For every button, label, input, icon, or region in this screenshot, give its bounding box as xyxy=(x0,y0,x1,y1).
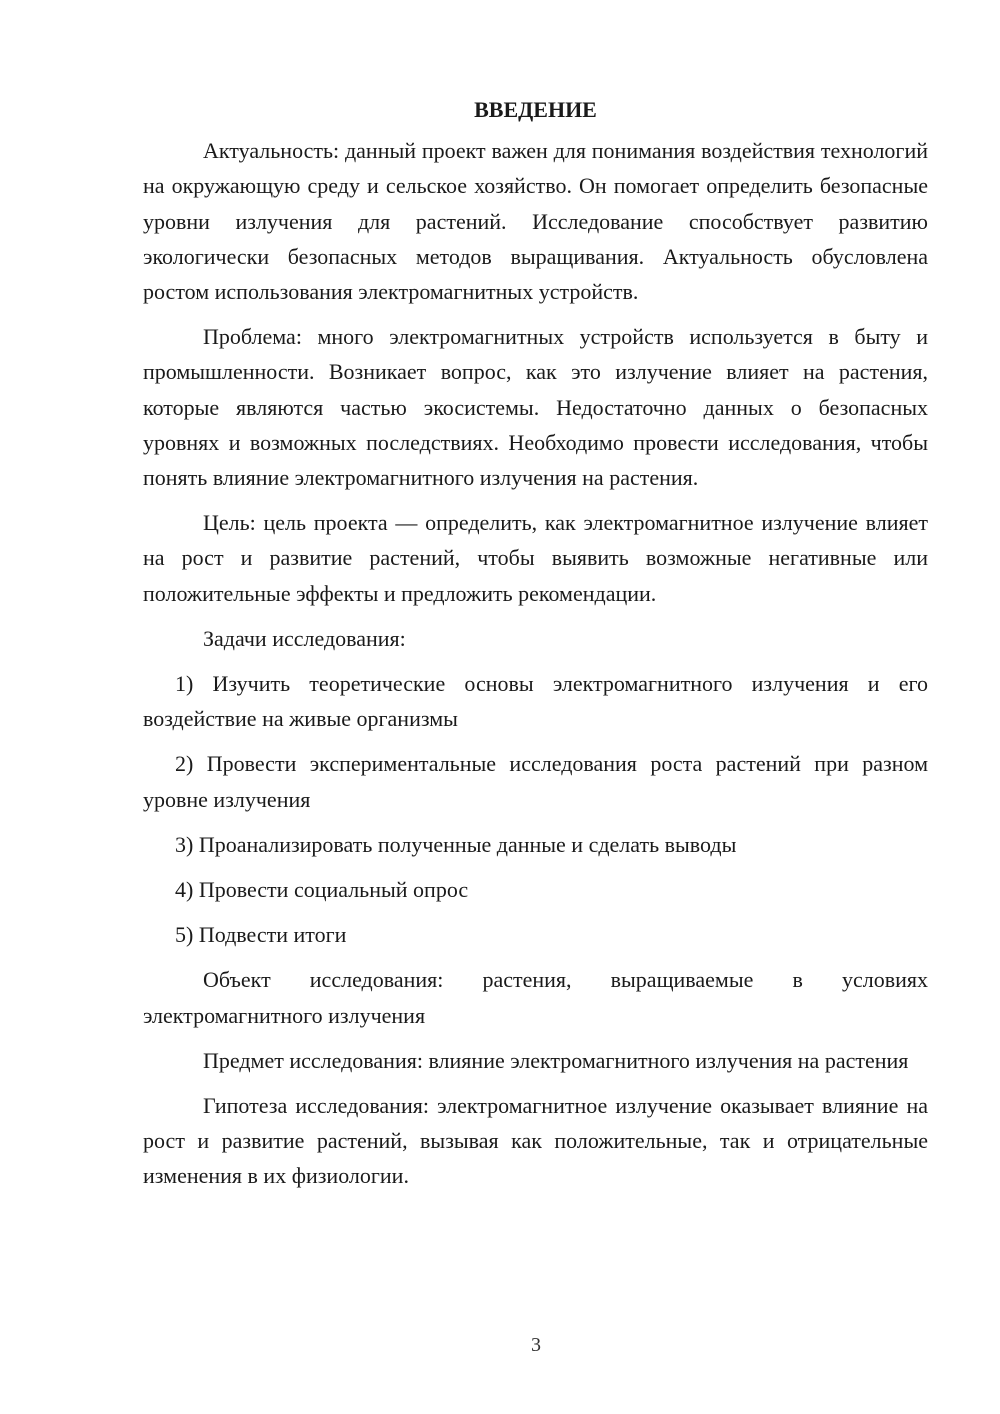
paragraph-relevance: Актуальность: данный проект важен для понимания воздействия технологий на окружающую среду и сельское хозяйство. Он помогает определить безопасные уровни излучения для растений. Исследование способствует развитию экологически безопасных методов выращивания. Актуальность обусловлена ростом использования электромагнитных устройств. xyxy=(143,138,928,305)
document-page xyxy=(143,92,928,1204)
task-item-3: 3) Проанализировать полученные данные и сделать выводы xyxy=(175,831,737,857)
section-title: ВВЕДЕНИЕ xyxy=(474,97,597,122)
paragraph-goal: Цель: цель проекта — определить, как электромагнитное излучение влияет на рост и развитие растений, чтобы выявить возможные негативные или положительные эффекты и предложить рекомендации. xyxy=(143,510,928,606)
paragraph-object: Объект исследования: растения, выращиваемые в условиях электромагнитного излучения xyxy=(143,967,928,1028)
tasks-heading: Задачи исследования: xyxy=(203,625,406,651)
paragraph-problem: Проблема: много электромагнитных устройств используется в быту и промышленности. Возникает вопрос, как это излучение влияет на растения, которые являются частью экосистемы. Недостаточно данных о безопасных уровнях и возможных последствиях. Необходимо провести исследования, чтобы понять влияние электромагнитного излучения на растения. xyxy=(143,324,928,491)
task-item-5: 5) Подвести итоги xyxy=(175,922,347,948)
task-item-2: 2) Провести экспериментальные исследования роста растений при разном уровне излучения xyxy=(143,751,928,812)
paragraph-subject: Предмет исследования: влияние электромагнитного излучения на растения xyxy=(203,1047,909,1073)
paragraph-hypothesis: Гипотеза исследования: электромагнитное излучение оказывает влияние на рост и развитие растений, вызывая как положительные, так и отрицательные изменения в их физиологии. xyxy=(143,1093,928,1189)
task-item-4: 4) Провести социальный опрос xyxy=(175,877,469,903)
task-item-1: 1) Изучить теоретические основы электромагнитного излучения и его воздействие на живые организмы xyxy=(143,671,928,732)
page-number: 3 xyxy=(531,1334,541,1356)
